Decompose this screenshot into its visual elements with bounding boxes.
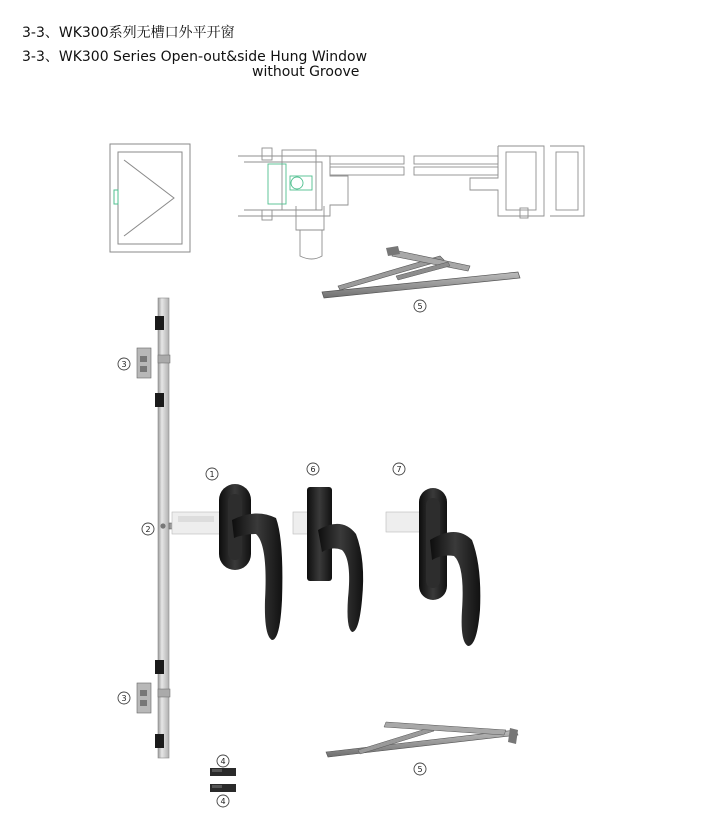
friction-stay-bottom <box>326 722 518 757</box>
title-english-line2: without Groove <box>252 64 360 80</box>
callout-4-bottom <box>217 795 229 807</box>
handle-6 <box>293 487 363 632</box>
callout-1 <box>206 468 218 480</box>
handle-1 <box>172 484 282 640</box>
callout-7 <box>393 463 405 475</box>
friction-stay-top <box>322 246 520 298</box>
svg-text:7: 7 <box>396 465 402 474</box>
callout-3-top <box>118 358 130 370</box>
svg-text:3: 3 <box>121 694 127 703</box>
callout-5-bottom <box>414 763 426 775</box>
callout-6 <box>307 463 319 475</box>
callout-5-top <box>414 300 426 312</box>
svg-text:5: 5 <box>417 302 423 311</box>
callout-4-top <box>217 755 229 767</box>
svg-text:3: 3 <box>121 360 127 369</box>
callout-2 <box>142 523 154 535</box>
svg-text:4: 4 <box>220 757 226 766</box>
svg-text:4: 4 <box>220 797 226 806</box>
svg-text:6: 6 <box>310 465 316 474</box>
sash-lifter-blocks <box>210 768 236 792</box>
title-chinese: 3-3、WK300系列无槽口外平开窗 <box>22 25 235 41</box>
title-english: 3-3、WK300 Series Open-out&side Hung Window <box>22 49 368 65</box>
callout-3-bottom <box>118 692 130 704</box>
svg-text:1: 1 <box>209 470 215 479</box>
handle-7 <box>386 488 480 646</box>
svg-text:5: 5 <box>417 765 423 774</box>
window-elevation-diagram <box>110 144 190 252</box>
profile-cross-section <box>238 146 584 259</box>
svg-text:2: 2 <box>145 525 151 534</box>
